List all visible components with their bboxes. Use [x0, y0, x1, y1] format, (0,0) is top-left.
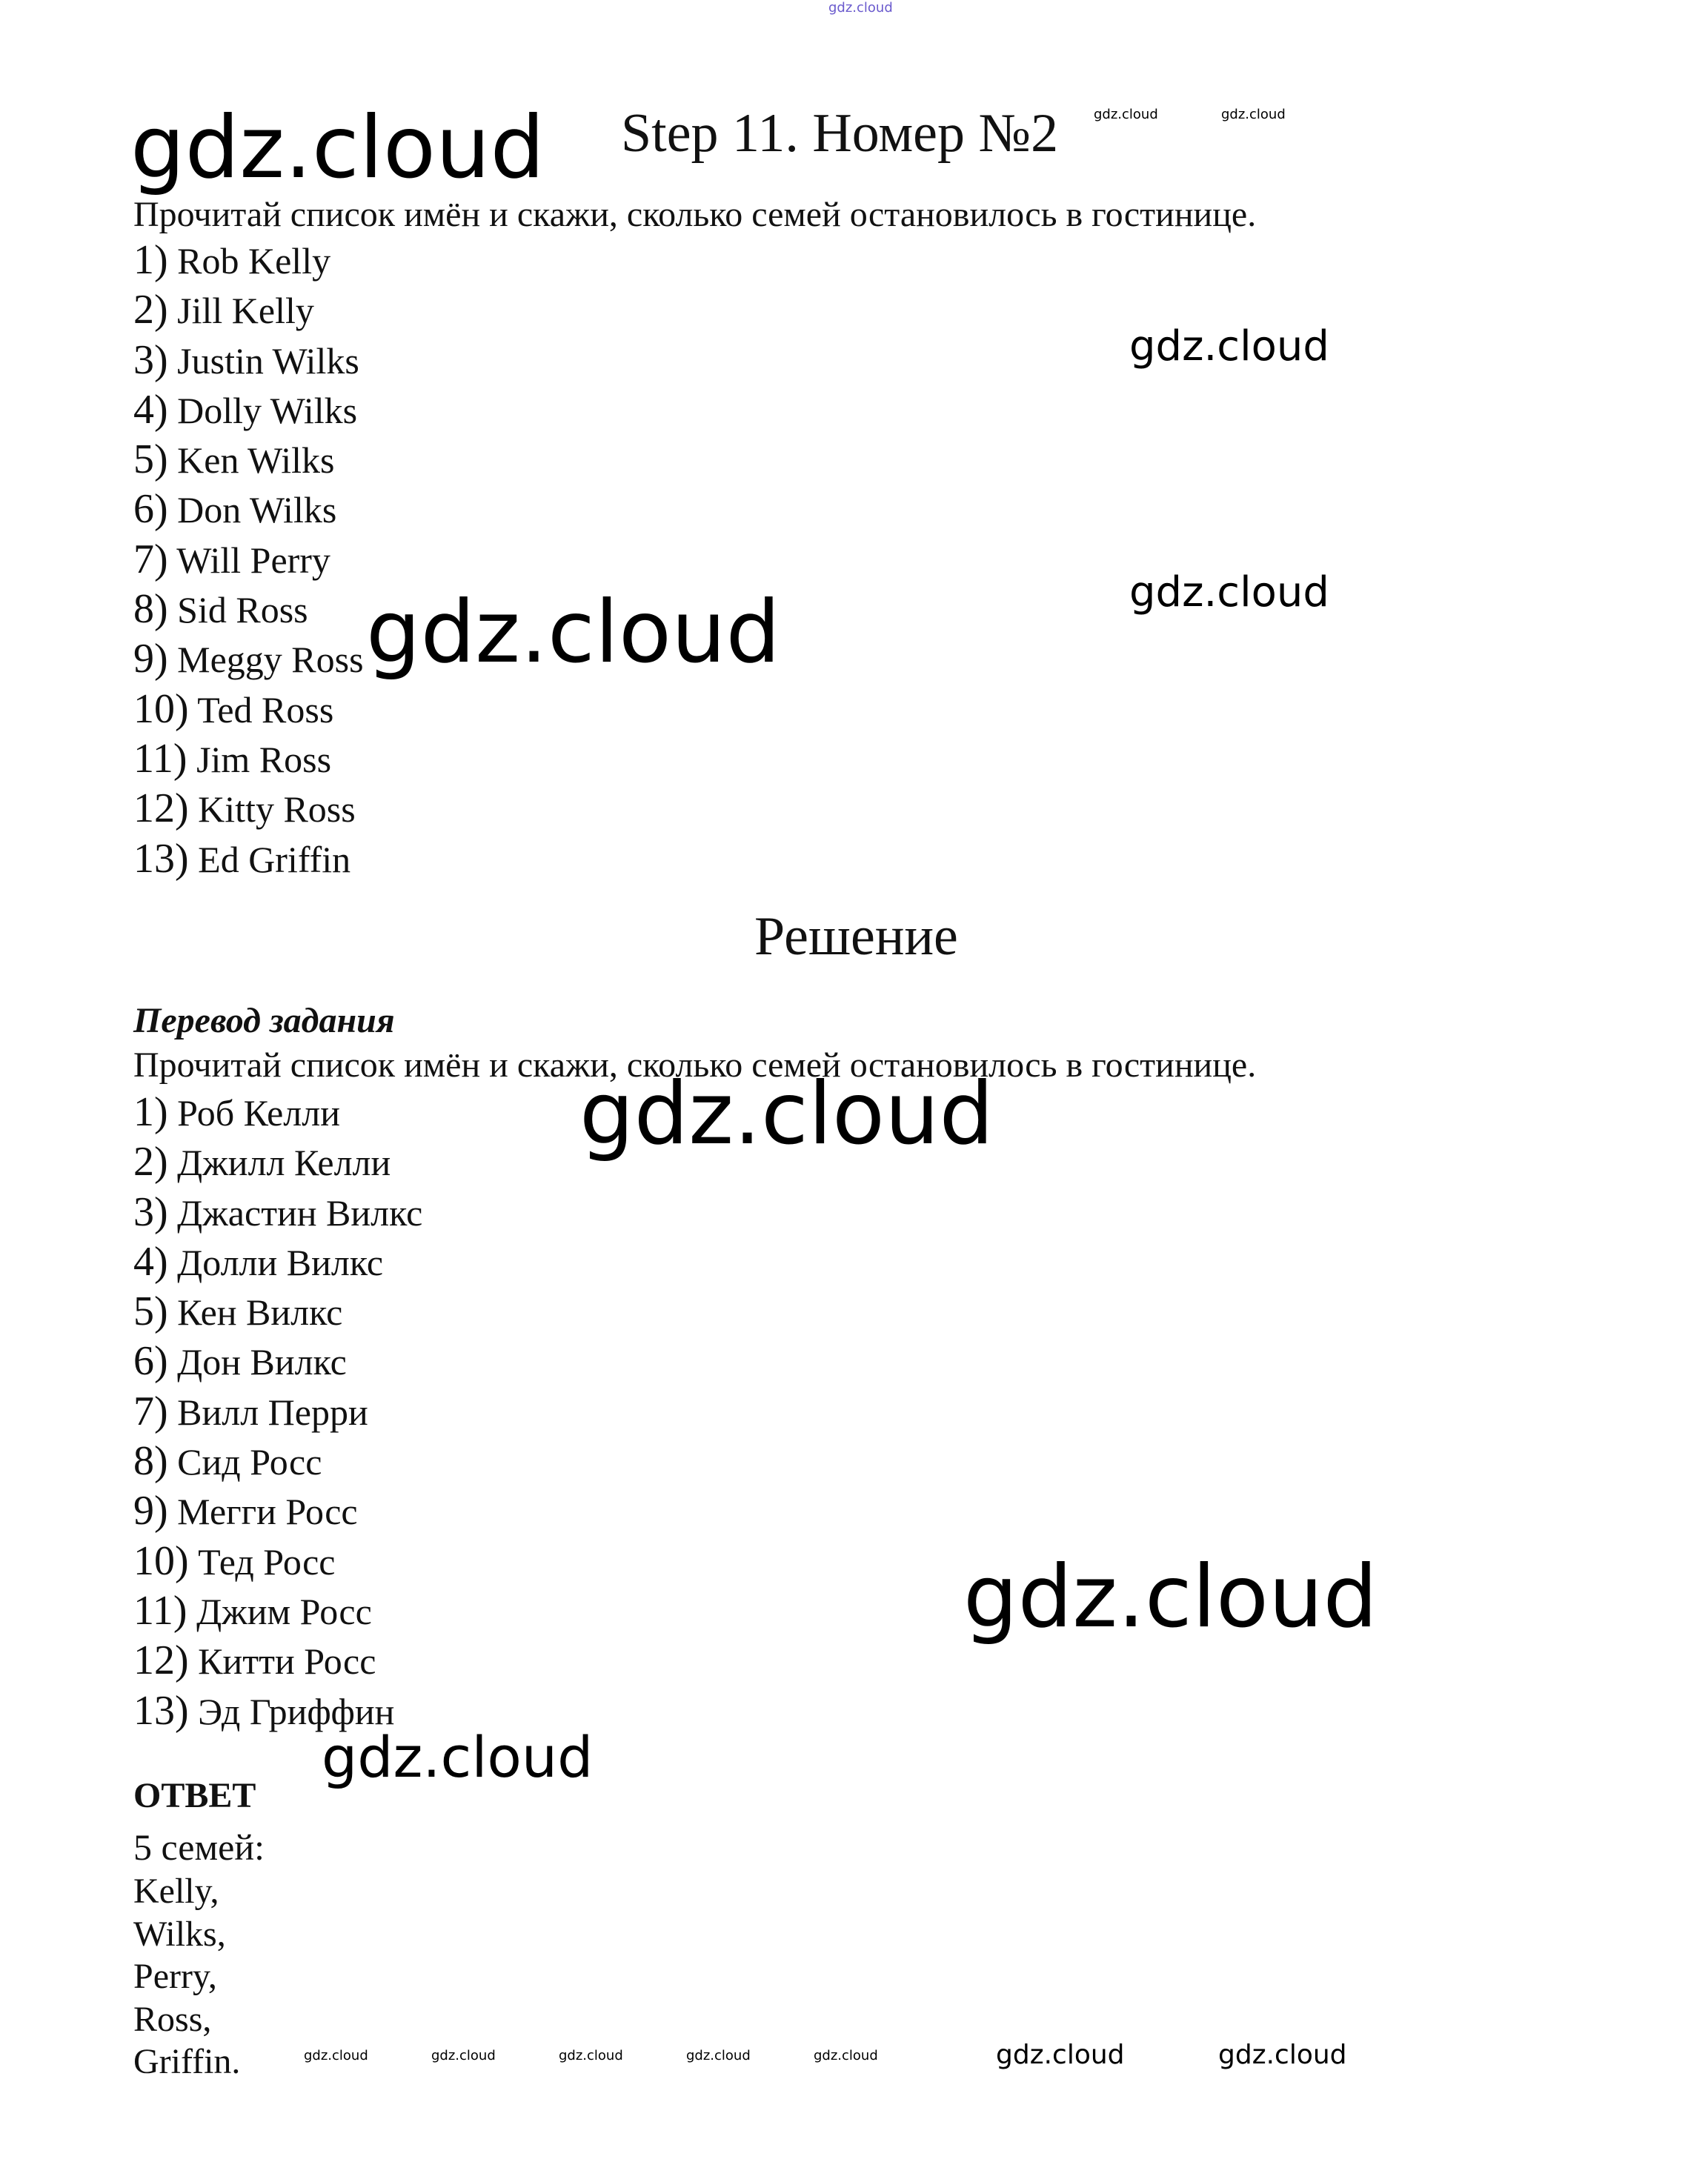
solution-heading: Решение	[754, 906, 958, 967]
list-item: 1) Rob Kelly	[133, 237, 331, 283]
task-text: Прочитай список имён и скажи, сколько семей остановилось в гостинице.	[133, 195, 1257, 234]
answer-line: 5 семей:	[133, 1826, 265, 1868]
page-title: Step 11. Номер №2	[621, 103, 1059, 164]
watermark-small: gdz.cloud	[996, 2040, 1125, 2070]
watermark-small: gdz.cloud	[1094, 107, 1158, 122]
list-item: 10) Тед Росс	[133, 1537, 336, 1584]
watermark-large: gdz.cloud	[963, 1547, 1378, 1647]
list-item: 8) Sid Ross	[133, 586, 308, 633]
answer-line: Wilks,	[133, 1914, 226, 1954]
answer-label: ОТВЕТ	[133, 1776, 256, 1815]
answer-line: Griffin.	[133, 2042, 241, 2081]
answer-line: Perry,	[133, 1957, 217, 1996]
watermark-small: gdz.cloud	[1218, 2040, 1347, 2070]
translated-names-list	[133, 1088, 422, 1736]
list-item: 2) Джилл Келли	[133, 1139, 391, 1185]
list-item: 3) Джастин Вилкс	[133, 1188, 423, 1235]
list-item: 3) Justin Wilks	[133, 336, 359, 383]
list-item: 6) Дон Вилкс	[133, 1338, 347, 1385]
list-item: 5) Кен Вилкс	[133, 1288, 343, 1335]
answer-line: Ross,	[133, 1999, 212, 2039]
watermark-top: gdz.cloud	[828, 0, 893, 16]
names-list	[133, 236, 364, 884]
watermark-medium: gdz.cloud	[1129, 568, 1329, 616]
watermark-large: gdz.cloud	[579, 1064, 994, 1164]
list-item: 9) Мегги Росс	[133, 1488, 358, 1534]
list-item: 11) Джим Росс	[133, 1587, 372, 1634]
answer-text	[133, 1824, 265, 2083]
watermark-small: gdz.cloud	[559, 2048, 623, 2063]
watermark-small: gdz.cloud	[304, 2048, 368, 2063]
answer-line: Kelly,	[133, 1872, 219, 1911]
list-item: 13) Эд Гриффин	[133, 1687, 395, 1734]
watermark-small: gdz.cloud	[1221, 107, 1286, 122]
list-item: 13) Ed Griffin	[133, 835, 351, 882]
list-item: 11) Jim Ross	[133, 735, 332, 782]
list-item: 5) Ken Wilks	[133, 436, 335, 483]
list-item: 2) Jill Kelly	[133, 287, 314, 333]
list-item: 1) Роб Келли	[133, 1089, 340, 1135]
translation-heading: Перевод задания	[133, 1001, 395, 1040]
list-item: 7) Вилл Перри	[133, 1388, 368, 1434]
list-item: 9) Meggy Ross	[133, 636, 364, 682]
list-item: 7) Will Perry	[133, 536, 330, 582]
watermark-small: gdz.cloud	[814, 2048, 878, 2063]
list-item: 12) Китти Росс	[133, 1637, 376, 1684]
list-item: 4) Dolly Wilks	[133, 386, 358, 433]
list-item: 10) Ted Ross	[133, 685, 334, 732]
list-item: 12) Kitty Ross	[133, 785, 356, 832]
watermark-large: gdz.cloud	[130, 98, 545, 198]
watermark-small: gdz.cloud	[686, 2048, 751, 2063]
watermark-medium: gdz.cloud	[322, 1724, 594, 1790]
list-item: 4) Долли Вилкс	[133, 1238, 384, 1285]
translation-task-text: Прочитай список имён и скажи, сколько семей остановилось в гостинице.	[133, 1045, 1257, 1085]
watermark-medium: gdz.cloud	[1129, 322, 1329, 370]
list-item: 6) Don Wilks	[133, 486, 337, 533]
list-item: 8) Сид Росс	[133, 1438, 322, 1485]
watermark-small: gdz.cloud	[431, 2048, 496, 2063]
watermark-large: gdz.cloud	[366, 582, 781, 682]
